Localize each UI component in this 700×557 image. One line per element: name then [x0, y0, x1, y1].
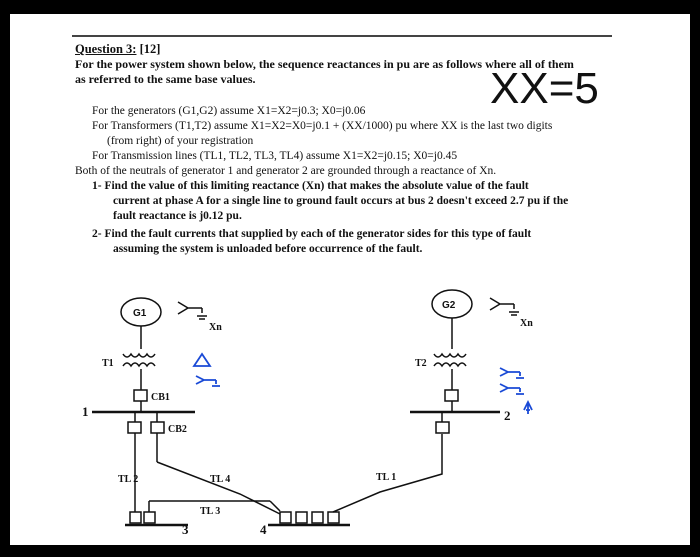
label-tl1: TL 1	[376, 472, 397, 483]
power-system-diagram	[10, 14, 690, 545]
wye-ground-t1	[196, 376, 220, 386]
transformer-t1-secondary	[123, 363, 155, 366]
label-bus-2: 2	[504, 408, 511, 423]
label-bus-1: 1	[82, 404, 89, 419]
item-2-line-1: 2- Find the fault currents that supplied by each of the generator sides for this type of fault	[92, 228, 532, 240]
breaker-t2	[445, 390, 458, 401]
intro-line-1: For the power system shown below, the sequence reactances in pu are as follows where all of them	[75, 57, 574, 71]
wye-symbol-g2	[490, 298, 514, 310]
breaker-bus3-a	[130, 512, 141, 523]
label-g1: G1	[133, 308, 147, 319]
label-bus-4: 4	[260, 522, 267, 537]
breaker-bus2	[436, 422, 449, 433]
label-cb2: CB2	[168, 424, 187, 435]
transformer-t1-primary	[123, 354, 155, 357]
item-2-line-2: assuming the system is unloaded before occurrence of the fault.	[113, 243, 423, 255]
lines-spec: For Transmission lines (TL1, TL2, TL3, TL4) assume X1=X2=j0.15; X0=j0.45	[92, 150, 458, 162]
transformer-t2-secondary	[434, 363, 466, 366]
question-page	[10, 14, 690, 545]
item-1-line-3: fault reactance is j0.12 pu.	[113, 210, 242, 222]
neutrals-spec: Both of the neutrals of generator 1 and generator 2 are grounded through a reactance of Xn.	[75, 165, 497, 177]
label-t2: T2	[415, 358, 427, 369]
label-bus-3: 3	[182, 522, 189, 537]
wye-ground-vertical	[524, 402, 532, 414]
breaker-bus4-a	[280, 512, 291, 523]
question-label: Question 3:	[75, 42, 137, 56]
transformers-spec-cont: (from right) of your registration	[107, 135, 254, 147]
wye-ground-t2-a	[500, 368, 524, 378]
item-1-line-1: 1- Find the value of this limiting reactance (Xn) that makes the absolute value of the fault	[92, 180, 529, 192]
wye-ground-t2-b	[500, 384, 524, 394]
breaker-bus4-c	[312, 512, 323, 523]
label-xn-left: Xn	[209, 322, 222, 333]
breaker-cb1	[134, 390, 147, 401]
transformers-spec: For Transformers (T1,T2) assume X1=X2=X0=j0.1 + (XX/1000) pu where XX is the last two digits	[92, 120, 553, 132]
question-marks: [12]	[139, 42, 161, 56]
label-t1: T1	[102, 358, 114, 369]
intro-line-2: as referred to the same base values.	[75, 72, 256, 86]
transformer-t2-primary	[434, 354, 466, 357]
delta-symbol	[194, 354, 210, 366]
breaker-bus4-b	[296, 512, 307, 523]
label-tl3: TL 3	[200, 506, 221, 517]
label-cb1: CB1	[151, 392, 170, 403]
breaker-bus4-d	[328, 512, 339, 523]
item-1-line-2: current at phase A for a single line to ground fault occurs at bus 2 doesn't exceed 2.7 pu if the	[113, 195, 569, 207]
breaker-bus3-b	[144, 512, 155, 523]
wye-symbol-g1	[178, 302, 202, 314]
label-xn-right: Xn	[520, 318, 533, 329]
label-tl2: TL 2	[118, 474, 139, 485]
generators-spec: For the generators (G1,G2) assume X1=X2=j0.3; X0=j0.06	[92, 105, 366, 117]
handwritten-note: XX=5	[490, 64, 599, 113]
label-g2: G2	[442, 300, 456, 311]
breaker-cb2-a	[128, 422, 141, 433]
breaker-cb2-b	[151, 422, 164, 433]
label-tl4: TL 4	[210, 474, 231, 485]
